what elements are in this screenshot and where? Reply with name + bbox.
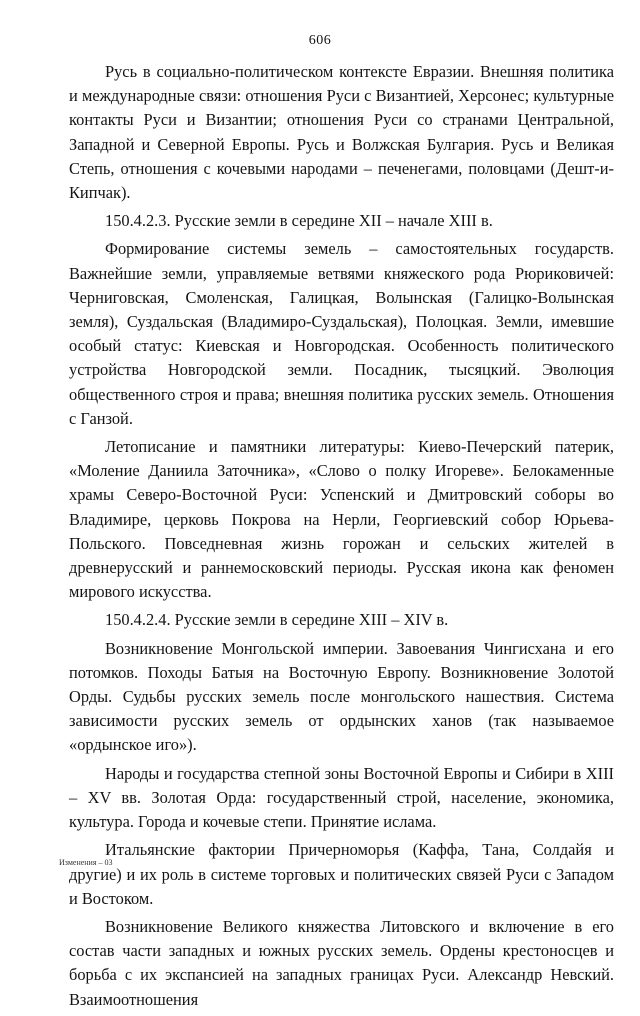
- page-number: 606: [308, 33, 332, 48]
- document-body: [69, 60, 614, 1016]
- paragraph-3: Летописание и памятники литературы: Киево-Печерский патерик, «Моление Даниила Заточника», «Слово о полку Игореве». Белокаменные храмы Северо-Восточной Руси: Успенский и Дмитровский соборы во Владимире, церковь Покрова на Нерли, Георгиевский собор Юрьева-Польского. Повседневная жизнь горожан и сельских жителей в древнерусский и раннемосковский периоды. Русская икона как феномен мирового искусства.: [69, 437, 614, 602]
- footer-revision-note: Изменения – 03: [59, 858, 113, 867]
- section-heading-150-4-2-3: 150.4.2.3. Русские земли в середине XII – начале XIII в.: [105, 211, 493, 231]
- paragraph-4: Возникновение Монгольской империи. Завоевания Чингисхана и его потомков. Походы Батыя на Восточную Европу. Возникновение Золотой Орды. Судьбы русских земель после монгольского нашествия. Система зависимости русских земель от ордынских ханов (так называемое «ордынское иго»).: [69, 638, 614, 755]
- section-heading-150-4-2-4: 150.4.2.4. Русские земли в середине XIII – XIV в.: [105, 610, 449, 630]
- paragraph-1: Русь в социально-политическом контексте Евразии. Внешняя политика и международные связи: отношения Руси с Византией, Херсонес; культурные контакты Руси и Византии; отношения Руси со странами Центральной, Западной и Северной Европы. Русь и Волжская Булгария. Русь и Великая Степь, отношения с кочевыми народами – печенегами, половцами (Дешт-и-Кипчак).: [69, 62, 614, 203]
- paragraph-6: Итальянские фактории Причерноморья (Каффа, Тана, Солдайя и другие) и их роль в системе торговых и политических связей Руси с Западом и Востоком.: [69, 840, 614, 908]
- paragraph-2: Формирование системы земель – самостоятельных государств. Важнейшие земли, управляемые ветвями княжеского рода Рюриковичей: Черниговская, Смоленская, Галицкая, Волынская (Галицко-Волынская земля), Суздальская (Владимиро-Суздальская), Полоцкая. Земли, имевшие особый статус: Киевская и Новгородская. Особенность политического устройства Новгородской земли. Посадник, тысяцкий. Эволюция общественного строя и права; внешняя политика русских земель. Отношения с Ганзой.: [69, 239, 614, 428]
- paragraph-5: Народы и государства степной зоны Восточной Европы и Сибири в XIII – XV вв. Золотая Орда: государственный строй, население, экономика, культура. Города и кочевые степи. Принятие ислама.: [69, 763, 614, 832]
- paragraph-7: Возникновение Великого княжества Литовского и включение в его состав части западных и южных русских земель. Ордены крестоносцев и борьба с их экспансией на западных границах Руси. Александр Невский. Взаимоотношения: [69, 916, 614, 1009]
